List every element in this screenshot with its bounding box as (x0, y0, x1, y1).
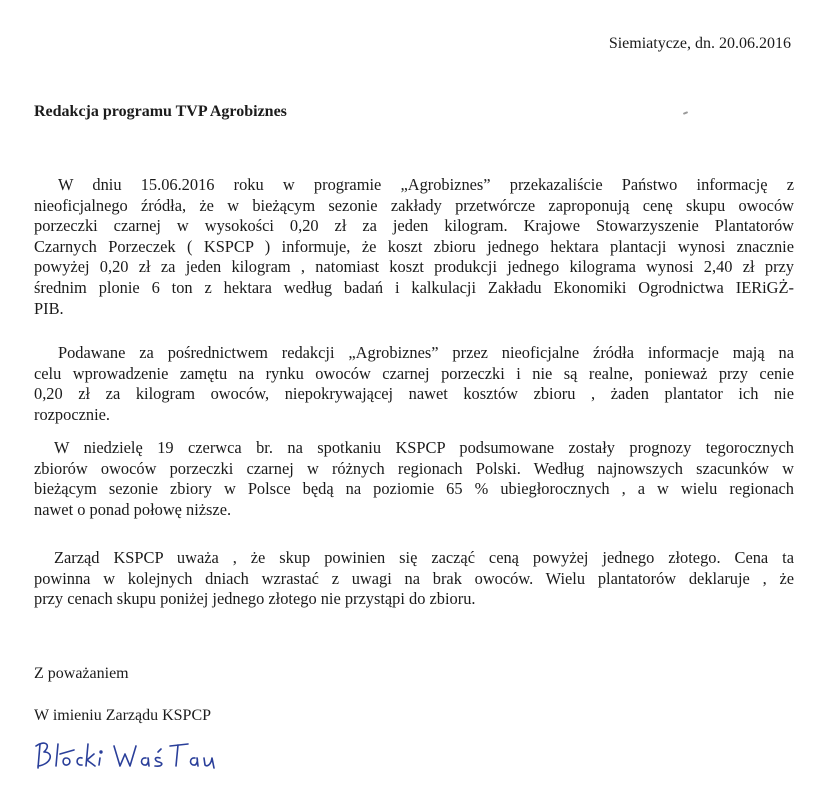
paragraph-line: powyżej 0,20 zł za jeden kilogram , natomiast koszt produkcji jednego kilograma wynosi 2,40 zł przy (34, 257, 794, 277)
paragraph-line: Zarząd KSPCP uważa , że skup powinien się zacząć ceną powyżej jednego złotego. Cena ta (54, 548, 794, 567)
recipient-heading: Redakcja programu TVP Agrobiznes (34, 103, 287, 120)
paragraph-3 (34, 438, 794, 520)
paragraph-line: W niedzielę 19 czerwca br. na spotkaniu KSPCP podsumowane zostały prognozy tegorocznych (54, 438, 794, 457)
paragraph-1 (34, 175, 794, 319)
paragraph-2 (34, 343, 794, 425)
paragraph-line: zbiorów owoców porzeczki czarnej w różnych regionach Polski. Według najnowszych szacunków w (34, 458, 794, 478)
paragraph-line: przy cenach skupu poniżej jednego złotego nie przystąpi do zbioru. (34, 589, 476, 609)
paragraph-line: średnim plonie 6 ton z hektara według badań i kalkulacji Zakładu Ekonomiki Ogrodnictwa IERiGŻ- (34, 277, 794, 297)
paragraph-line: powinna w kolejnych dniach wzrastać z uwagi na brak owoców. Wielu plantatorów deklaruje , że (34, 568, 794, 588)
paragraph-line: rozpocznie. (34, 404, 110, 424)
paragraph-line: bieżącym sezonie zbiory w Polsce będą na poziomie 65 % ubiegłorocznych , a w wielu regionach (34, 479, 794, 499)
handwritten-signature (30, 730, 230, 780)
place-date: Siemiatycze, dn. 20.06.2016 (608, 35, 791, 52)
paragraph-line: Podawane za pośrednictwem redakcji „Agrobiznes” przez nieoficjalne źródła informacje mają na (58, 343, 794, 362)
paragraph-line: porzeczki czarnej w wysokości 0,20 zł za jeden kilogram. Krajowe Stowarzyszenie Plantatorów (34, 216, 794, 236)
paragraph-line: 0,20 zł za kilogram owoców, niepokrywającej nawet kosztów zbioru , żaden plantator ich nie (34, 384, 794, 404)
paragraph-line: W dniu 15.06.2016 roku w programie „Agrobiznes” przekazaliście Państwo informację z (58, 175, 794, 194)
scan-speck (683, 111, 688, 115)
closing-salutation: Z poważaniem (34, 665, 129, 682)
paragraph-line: nieoficjalnego źródła, że w bieżącym sezonie zakłady przetwórcze zaproponują cenę skupu owoców (34, 195, 794, 215)
paragraph-line: PIB. (34, 298, 64, 318)
paragraph-4 (34, 548, 794, 610)
on-behalf-line: W imieniu Zarządu KSPCP (34, 707, 212, 724)
paragraph-line: nawet o ponad połowę niższe. (34, 499, 232, 519)
paragraph-line: Czarnych Porzeczek ( KSPCP ) informuje, że koszt zbioru jednego hektara plantacji wynosi znacznie (34, 236, 794, 256)
paragraph-line: celu wprowadzenie zamętu na rynku owoców czarnej porzeczki i nie są realne, ponieważ przy cenie (34, 363, 794, 383)
